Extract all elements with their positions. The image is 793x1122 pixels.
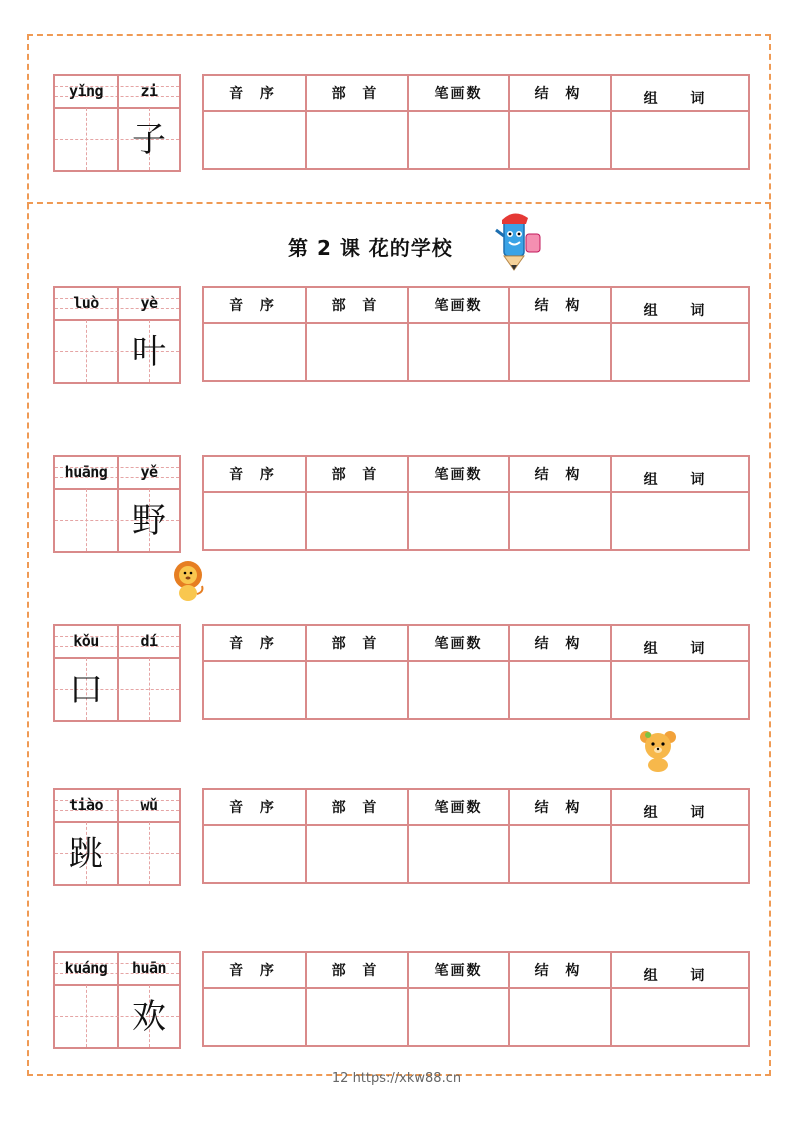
pinyin-right: huān [131, 959, 167, 977]
entry-row [0, 286, 793, 386]
entry-row [0, 624, 793, 724]
header-zuci: 组 词 [643, 303, 719, 319]
header-bihuashu: 笔画数 [434, 298, 483, 314]
header-jiegou: 结 构 [534, 86, 586, 102]
header-bihuashu: 笔画数 [434, 86, 483, 102]
character-grid [53, 788, 181, 886]
hanzi-right: 欢 [132, 997, 166, 1037]
header-zuci: 组 词 [643, 472, 719, 488]
info-table [202, 455, 750, 551]
pinyin-right: dí [140, 632, 158, 650]
section-divider [27, 202, 771, 204]
entry-row [0, 74, 793, 174]
page-footer: 12 https://xkw88.cn [331, 1071, 462, 1086]
character-grid [53, 624, 181, 722]
pinyin-right: zi [140, 82, 158, 100]
pinyin-left: huāng [64, 463, 108, 481]
pinyin-left: kǒu [73, 632, 99, 650]
header-bihuashu: 笔画数 [434, 467, 483, 483]
header-jiegou: 结 构 [534, 467, 586, 483]
pinyin-left: yǐng [68, 82, 104, 100]
pinyin-left: luò [73, 294, 99, 312]
header-bushou: 部 首 [331, 86, 383, 102]
entry-row [0, 788, 793, 888]
lion-icon [170, 560, 206, 602]
header-zuci: 组 词 [643, 968, 719, 984]
header-jiegou: 结 构 [534, 636, 586, 652]
pinyin-right: yě [140, 463, 158, 481]
hanzi-left: 跳 [69, 834, 103, 874]
pinyin-right: wǔ [140, 796, 158, 814]
header-bushou: 部 首 [331, 636, 383, 652]
page-frame [27, 34, 771, 1076]
header-bihuashu: 笔画数 [434, 800, 483, 816]
header-bushou: 部 首 [331, 467, 383, 483]
info-table [202, 788, 750, 884]
header-bihuashu: 笔画数 [434, 963, 483, 979]
header-bushou: 部 首 [331, 800, 383, 816]
hanzi-left: 口 [69, 670, 103, 710]
header-yinxu: 音 序 [229, 298, 280, 314]
pinyin-left: tiào [68, 796, 104, 814]
character-grid [53, 951, 181, 1049]
header-yinxu: 音 序 [229, 800, 280, 816]
pinyin-left: kuáng [64, 959, 108, 977]
header-jiegou: 结 构 [534, 800, 586, 816]
header-yinxu: 音 序 [229, 963, 280, 979]
header-yinxu: 音 序 [229, 636, 280, 652]
bear-icon [636, 728, 680, 772]
hanzi-right: 子 [132, 120, 166, 160]
character-grid [53, 74, 181, 172]
lesson-title: 第 2 课 花的学校 [288, 236, 453, 260]
entry-row [0, 455, 793, 555]
hanzi-right: 叶 [132, 332, 166, 372]
header-zuci: 组 词 [643, 641, 719, 657]
character-grid [53, 455, 181, 553]
header-yinxu: 音 序 [229, 86, 280, 102]
pencil-mascot-icon [490, 210, 546, 272]
hanzi-right: 野 [132, 501, 166, 541]
info-table [202, 74, 750, 170]
header-zuci: 组 词 [643, 805, 719, 821]
pinyin-right: yè [140, 294, 158, 312]
header-zuci: 组 词 [643, 91, 719, 107]
header-bushou: 部 首 [331, 963, 383, 979]
entry-row [0, 951, 793, 1051]
character-grid [53, 286, 181, 384]
header-yinxu: 音 序 [229, 467, 280, 483]
header-bihuashu: 笔画数 [434, 636, 483, 652]
header-jiegou: 结 构 [534, 963, 586, 979]
info-table [202, 286, 750, 382]
header-bushou: 部 首 [331, 298, 383, 314]
info-table [202, 624, 750, 720]
info-table [202, 951, 750, 1047]
header-jiegou: 结 构 [534, 298, 586, 314]
